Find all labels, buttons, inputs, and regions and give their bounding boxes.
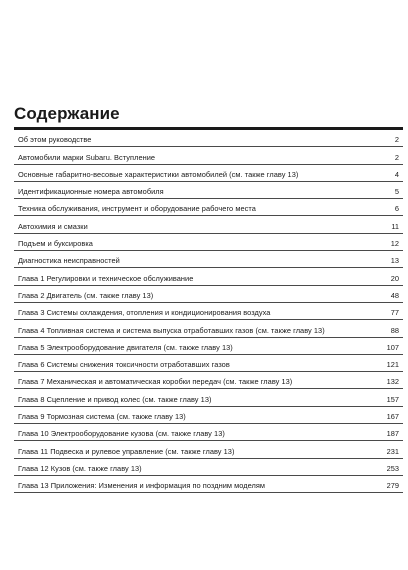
toc-entry-title: Идентификационные номера автомобиля: [18, 187, 164, 197]
toc-entry-title: Автомобили марки Subaru. Вступление: [18, 152, 156, 162]
toc-row: [14, 372, 403, 389]
toc-entry-page: 11: [391, 221, 399, 231]
toc-row: [14, 441, 403, 458]
toc-entry-page: 20: [390, 273, 399, 283]
toc-entry-title: Глава 3 Системы охлаждения, отопления и кондиционирования воздуха: [18, 308, 271, 318]
toc-entry-title: Подъем и буксировка: [18, 239, 93, 249]
toc-row: [14, 182, 403, 199]
toc-entry-title: Глава 13 Приложения: Изменения и информация по поздним моделям: [18, 481, 266, 491]
toc-entry-title: Глава 5 Электрооборудование двигателя (см. также главу 13): [18, 342, 233, 352]
toc-row: [14, 320, 403, 337]
toc-entry-title: Глава 6 Системы снижения токсичности отработавших газов: [18, 360, 230, 370]
toc-entry-page: 77: [390, 308, 399, 318]
toc-row: [14, 389, 403, 406]
toc-entry-page: 5: [394, 187, 399, 197]
toc-row: [14, 216, 403, 233]
toc-entry-title: Глава 2 Двигатель (см. также главу 13): [18, 290, 154, 300]
toc-entry-title: Глава 4 Топливная система и система выпуска отработавших газов (см. также главу 13): [18, 325, 325, 335]
toc-entry-page: 167: [386, 412, 399, 422]
toc-entry-title: Глава 7 Механическая и автоматическая коробки передач (см. также главу 13): [18, 377, 293, 387]
toc-entry-title: Глава 10 Электрооборудование кузова (см. также главу 13): [18, 429, 225, 439]
toc-entry-page: 107: [386, 342, 399, 352]
toc-entry-title: Техника обслуживания, инструмент и оборудование рабочего места: [18, 204, 256, 214]
toc-row: [14, 355, 403, 372]
toc-row: [14, 130, 403, 147]
toc-entry-page: 279: [386, 481, 399, 491]
toc-row: [14, 407, 403, 424]
toc-row: [14, 286, 403, 303]
toc-entry-page: 6: [394, 204, 399, 214]
toc-entry-page: 48: [390, 290, 399, 300]
toc-entry-page: 2: [394, 135, 399, 145]
toc-entry-title: Глава 1 Регулировки и техническое обслуживание: [18, 273, 194, 283]
toc-row: [14, 147, 403, 164]
toc-entry-page: 187: [386, 429, 399, 439]
toc-row: [14, 199, 403, 216]
toc-row: [14, 424, 403, 441]
toc-row: [14, 165, 403, 182]
toc-entry-page: 121: [386, 360, 399, 370]
toc-entry-page: 157: [386, 394, 399, 404]
toc-entry-page: 231: [386, 446, 399, 456]
toc-entry-title: Автохимия и смазки: [18, 221, 88, 231]
page-title: Содержание: [14, 104, 120, 123]
toc-entry-page: 132: [386, 377, 399, 387]
toc-entry-title: Основные габаритно-весовые характеристики автомобилей (см. также главу 13): [18, 169, 299, 179]
toc-entry-title: Глава 9 Тормозная система (см. также главу 13): [18, 412, 186, 422]
toc-row: [14, 476, 403, 493]
toc-entry-title: Глава 11 Подвеска и рулевое управление (см. также главу 13): [18, 446, 235, 456]
toc-row: [14, 338, 403, 355]
toc-entry-page: 13: [390, 256, 399, 266]
toc-entry-page: 12: [390, 239, 399, 249]
toc-row: [14, 251, 403, 268]
toc-entry-title: Глава 8 Сцепление и привод колес (см. также главу 13): [18, 394, 212, 404]
toc-row: [14, 268, 403, 285]
toc-entry-title: Диагностика неисправностей: [18, 256, 120, 266]
toc-row: [14, 303, 403, 320]
toc-row: [14, 459, 403, 476]
toc-entry-page: 253: [386, 463, 399, 473]
toc-list: [14, 130, 403, 493]
toc-entry-page: 88: [390, 325, 399, 335]
toc-row: [14, 234, 403, 251]
toc-entry-title: Глава 12 Кузов (см. также главу 13): [18, 463, 142, 473]
toc-entry-page: 2: [394, 152, 399, 162]
toc-entry-title: Об этом руководстве: [18, 135, 92, 145]
toc-entry-page: 4: [394, 169, 399, 179]
